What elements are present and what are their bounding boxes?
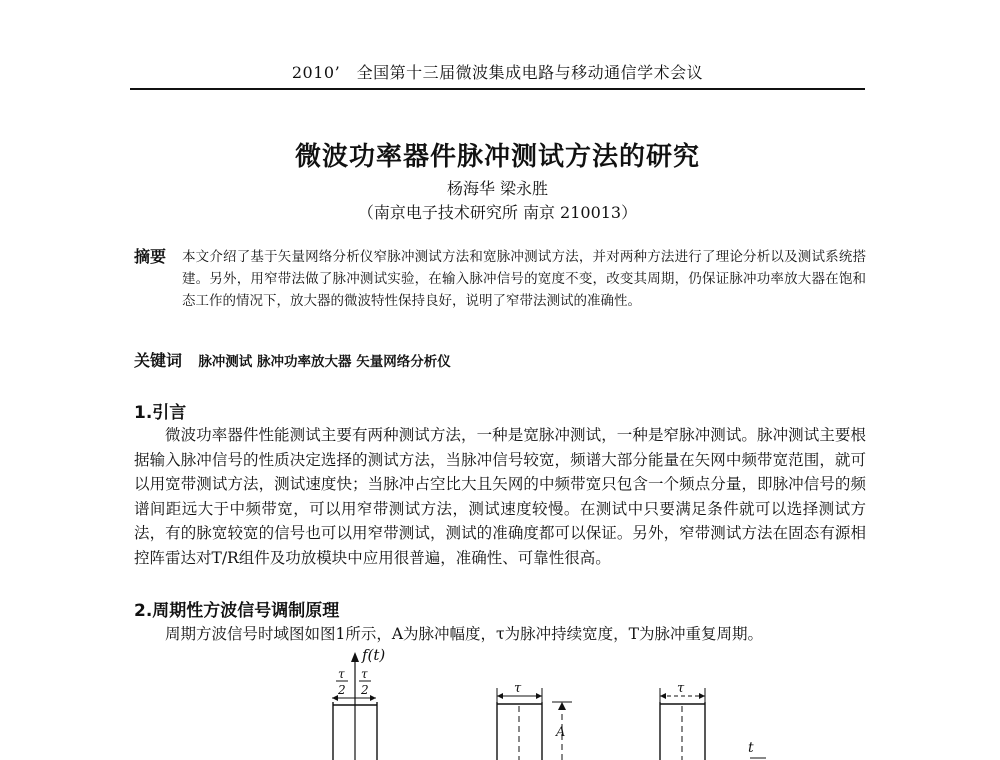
- pulse-2-width-label: τ: [514, 681, 522, 696]
- section-1-paragraph: 微波功率器件性能测试主要有两种测试方法，一种是宽脉冲测试，一种是窄脉冲测试。脉冲测试主要根据输入脉冲信号的性质决定选择的测试方法，当脉冲信号较宽，频谱大部分能量在矢网中频带宽范围，就可以用宽带测试方法，测试速度快；当脉冲占空比大且矢网的中频带宽只包含一个频点分量，即脉冲信号的频谱间距远大于中频带宽，可以用窄带测试方法，测试速度较慢。在测试中只要满足条件就可以选择测试方法，有的脉宽较宽的信号也可以用窄带测试，测试的准确度都可以保证。另外，窄带测试方法在固态有源相控阵雷达对T/R组件及功放模块中应用很普遍，准确性、可靠性很高。: [134, 426, 866, 567]
- figure-1-square-wave: [300, 640, 800, 760]
- square-wave-diagram: [300, 640, 800, 760]
- section-2-paragraph: 周期方波信号时域图如图1所示，A为脉冲幅度，τ为脉冲持续宽度，T为脉冲重复周期。: [165, 625, 763, 643]
- section-2-heading: 2.周期性方波信号调制原理: [134, 601, 340, 621]
- pulse-3-arrow-r: [699, 693, 705, 699]
- amplitude-label: A: [556, 725, 566, 740]
- x-axis-label: t: [748, 740, 754, 756]
- half-width-left-num: τ: [338, 667, 345, 681]
- paper-affiliation: （南京电子技术研究所 南京 210013）: [357, 203, 638, 222]
- keywords-text: 脉冲测试 脉冲功率放大器 矢量网络分析仪: [198, 354, 451, 370]
- paper-title: 微波功率器件脉冲测试方法的研究: [294, 142, 700, 172]
- pulse-2-arrow-r: [536, 693, 542, 699]
- pulse-3-arrow-l: [660, 693, 666, 699]
- amplitude-arrow-top: [558, 702, 566, 710]
- half-width-right-den: 2: [361, 683, 369, 697]
- half-width-right-num: τ: [361, 667, 368, 681]
- pulse-2-arrow-l: [497, 693, 503, 699]
- abstract-block: [134, 246, 866, 312]
- half-width-arrow-l: [332, 695, 338, 701]
- y-axis-arrow: [351, 652, 359, 662]
- abstract-label: 摘要: [134, 247, 167, 266]
- half-width-arrow-r: [370, 695, 376, 701]
- running-head: 2010’ 全国第十三届微波集成电路与移动通信学术会议: [291, 63, 704, 82]
- keywords-label: 关键词: [134, 351, 183, 370]
- section-1-heading: 1.引言: [134, 403, 187, 423]
- half-width-left-den: 2: [338, 683, 346, 697]
- pulse-3-width-label: τ: [677, 681, 685, 696]
- y-axis-label: f(t): [362, 646, 386, 664]
- paper-authors: 杨海华 梁永胜: [446, 179, 549, 198]
- keywords-block: [134, 350, 866, 373]
- header-rule: [130, 88, 865, 90]
- abstract-text: 本文介绍了基于矢量网络分析仪窄脉冲测试方法和宽脉冲测试方法，并对两种方法进行了理论分析以及测试系统搭建。另外，用窄带法做了脉冲测试实验，在输入脉冲信号的宽度不变，改变其周期，仍保证脉冲功率放大器在饱和态工作的情况下，放大器的微波特性保持良好，说明了窄带法测试的准确性。: [182, 249, 866, 309]
